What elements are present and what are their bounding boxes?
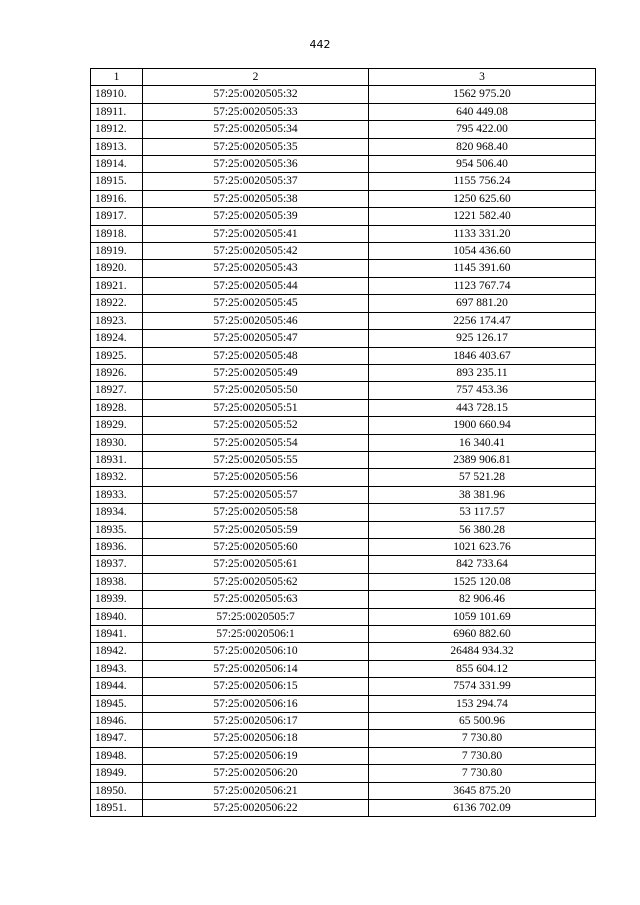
cadastral-value-cell: 1123 767.74 <box>369 277 596 294</box>
table-row <box>91 330 596 347</box>
cadastral-value-cell: 1145 391.60 <box>369 260 596 277</box>
row-number-cell: 18942. <box>91 643 143 660</box>
cadastral-number-cell: 57:25:0020505:43 <box>143 260 369 277</box>
cadastral-value-cell: 1155 756.24 <box>369 173 596 190</box>
row-number-cell: 18932. <box>91 469 143 486</box>
cadastral-value-cell: 56 380.28 <box>369 521 596 538</box>
table-row <box>91 138 596 155</box>
table-row <box>91 121 596 138</box>
row-number-cell: 18918. <box>91 225 143 242</box>
cadastral-value-cell: 443 728.15 <box>369 399 596 416</box>
row-number-cell: 18912. <box>91 121 143 138</box>
cadastral-value-cell: 57 521.28 <box>369 469 596 486</box>
table-row <box>91 538 596 555</box>
cadastral-number-cell: 57:25:0020505:33 <box>143 103 369 120</box>
cadastral-value-cell: 795 422.00 <box>369 121 596 138</box>
row-number-cell: 18913. <box>91 138 143 155</box>
table-row <box>91 208 596 225</box>
table-row <box>91 765 596 782</box>
table-row <box>91 417 596 434</box>
cadastral-value-cell: 925 126.17 <box>369 330 596 347</box>
table-row <box>91 608 596 625</box>
cadastral-number-cell: 57:25:0020505:35 <box>143 138 369 155</box>
cadastral-number-cell: 57:25:0020505:58 <box>143 504 369 521</box>
cadastral-number-cell: 57:25:0020505:59 <box>143 521 369 538</box>
page-number: 442 <box>309 38 331 51</box>
table-row <box>91 451 596 468</box>
cadastral-number-cell: 57:25:0020505:38 <box>143 190 369 207</box>
column-header-number: 1 <box>91 69 143 86</box>
table-row <box>91 626 596 643</box>
row-number-cell: 18931. <box>91 451 143 468</box>
cadastral-number-cell: 57:25:0020506:18 <box>143 730 369 747</box>
cadastral-value-cell: 855 604.12 <box>369 660 596 677</box>
cadastral-value-cell: 7 730.80 <box>369 730 596 747</box>
row-number-cell: 18916. <box>91 190 143 207</box>
cadastral-number-cell: 57:25:0020505:46 <box>143 312 369 329</box>
row-number-cell: 18940. <box>91 608 143 625</box>
cadastral-value-cell: 2256 174.47 <box>369 312 596 329</box>
row-number-cell: 18922. <box>91 295 143 312</box>
table-row <box>91 782 596 799</box>
row-number-cell: 18927. <box>91 382 143 399</box>
cadastral-number-cell: 57:25:0020506:1 <box>143 626 369 643</box>
cadastral-value-cell: 7 730.80 <box>369 747 596 764</box>
row-number-cell: 18925. <box>91 347 143 364</box>
cadastral-value-cell: 38 381.96 <box>369 486 596 503</box>
cadastral-value-cell: 697 881.20 <box>369 295 596 312</box>
cadastral-number-cell: 57:25:0020505:55 <box>143 451 369 468</box>
row-number-cell: 18945. <box>91 695 143 712</box>
table-body <box>91 86 596 817</box>
cadastral-number-cell: 57:25:0020505:48 <box>143 347 369 364</box>
table-row <box>91 730 596 747</box>
table-row <box>91 312 596 329</box>
table-row <box>91 556 596 573</box>
table-row <box>91 469 596 486</box>
cadastral-number-cell: 57:25:0020506:16 <box>143 695 369 712</box>
cadastral-number-cell: 57:25:0020505:44 <box>143 277 369 294</box>
row-number-cell: 18933. <box>91 486 143 503</box>
row-number-cell: 18947. <box>91 730 143 747</box>
cadastral-number-cell: 57:25:0020505:62 <box>143 573 369 590</box>
table-row <box>91 347 596 364</box>
cadastral-number-cell: 57:25:0020505:61 <box>143 556 369 573</box>
cadastral-number-cell: 57:25:0020505:32 <box>143 86 369 103</box>
row-number-cell: 18930. <box>91 434 143 451</box>
cadastral-value-cell: 65 500.96 <box>369 713 596 730</box>
cadastral-value-table <box>90 68 596 817</box>
row-number-cell: 18938. <box>91 573 143 590</box>
cadastral-value-cell: 954 506.40 <box>369 156 596 173</box>
cadastral-value-cell: 1059 101.69 <box>369 608 596 625</box>
table-row <box>91 243 596 260</box>
cadastral-number-cell: 57:25:0020505:7 <box>143 608 369 625</box>
cadastral-value-cell: 1021 623.76 <box>369 538 596 555</box>
cadastral-value-cell: 6136 702.09 <box>369 800 596 817</box>
cadastral-value-cell: 82 906.46 <box>369 591 596 608</box>
row-number-cell: 18910. <box>91 86 143 103</box>
cadastral-number-cell: 57:25:0020505:49 <box>143 364 369 381</box>
row-number-cell: 18920. <box>91 260 143 277</box>
table-row <box>91 295 596 312</box>
table-row <box>91 713 596 730</box>
row-number-cell: 18950. <box>91 782 143 799</box>
row-number-cell: 18934. <box>91 504 143 521</box>
cadastral-number-cell: 57:25:0020505:47 <box>143 330 369 347</box>
table-row <box>91 591 596 608</box>
cadastral-number-cell: 57:25:0020505:37 <box>143 173 369 190</box>
row-number-cell: 18926. <box>91 364 143 381</box>
table-row <box>91 504 596 521</box>
cadastral-value-cell: 7 730.80 <box>369 765 596 782</box>
column-header-value: 3 <box>369 69 596 86</box>
table-row <box>91 521 596 538</box>
cadastral-number-cell: 57:25:0020505:60 <box>143 538 369 555</box>
row-number-cell: 18939. <box>91 591 143 608</box>
table-row <box>91 486 596 503</box>
cadastral-value-cell: 53 117.57 <box>369 504 596 521</box>
cadastral-number-cell: 57:25:0020505:57 <box>143 486 369 503</box>
cadastral-value-cell: 6960 882.60 <box>369 626 596 643</box>
cadastral-value-cell: 2389 906.81 <box>369 451 596 468</box>
table-row <box>91 747 596 764</box>
table-row <box>91 660 596 677</box>
cadastral-number-cell: 57:25:0020505:63 <box>143 591 369 608</box>
cadastral-value-cell: 893 235.11 <box>369 364 596 381</box>
row-number-cell: 18923. <box>91 312 143 329</box>
row-number-cell: 18937. <box>91 556 143 573</box>
cadastral-number-cell: 57:25:0020506:20 <box>143 765 369 782</box>
table-row <box>91 86 596 103</box>
row-number-cell: 18919. <box>91 243 143 260</box>
row-number-cell: 18951. <box>91 800 143 817</box>
table-row <box>91 800 596 817</box>
cadastral-value-cell: 1250 625.60 <box>369 190 596 207</box>
cadastral-value-cell: 1054 436.60 <box>369 243 596 260</box>
cadastral-value-cell: 1846 403.67 <box>369 347 596 364</box>
cadastral-value-cell: 820 968.40 <box>369 138 596 155</box>
cadastral-number-cell: 57:25:0020505:50 <box>143 382 369 399</box>
cadastral-value-cell: 26484 934.32 <box>369 643 596 660</box>
cadastral-number-cell: 57:25:0020506:10 <box>143 643 369 660</box>
row-number-cell: 18924. <box>91 330 143 347</box>
cadastral-number-cell: 57:25:0020506:15 <box>143 678 369 695</box>
cadastral-number-cell: 57:25:0020505:45 <box>143 295 369 312</box>
cadastral-number-cell: 57:25:0020506:14 <box>143 660 369 677</box>
table-row <box>91 156 596 173</box>
table-row <box>91 103 596 120</box>
cadastral-value-cell: 1562 975.20 <box>369 86 596 103</box>
table-header-row <box>91 69 596 86</box>
cadastral-value-cell: 16 340.41 <box>369 434 596 451</box>
table-row <box>91 643 596 660</box>
row-number-cell: 18928. <box>91 399 143 416</box>
cadastral-value-cell: 1221 582.40 <box>369 208 596 225</box>
cadastral-number-cell: 57:25:0020505:54 <box>143 434 369 451</box>
cadastral-number-cell: 57:25:0020505:39 <box>143 208 369 225</box>
cadastral-value-cell: 3645 875.20 <box>369 782 596 799</box>
row-number-cell: 18915. <box>91 173 143 190</box>
cadastral-value-cell: 153 294.74 <box>369 695 596 712</box>
table-row <box>91 573 596 590</box>
cadastral-number-cell: 57:25:0020505:52 <box>143 417 369 434</box>
row-number-cell: 18917. <box>91 208 143 225</box>
row-number-cell: 18948. <box>91 747 143 764</box>
table-row <box>91 173 596 190</box>
row-number-cell: 18936. <box>91 538 143 555</box>
cadastral-value-cell: 7574 331.99 <box>369 678 596 695</box>
cadastral-number-cell: 57:25:0020505:51 <box>143 399 369 416</box>
table-row <box>91 225 596 242</box>
cadastral-value-cell: 1900 660.94 <box>369 417 596 434</box>
cadastral-value-cell: 1525 120.08 <box>369 573 596 590</box>
row-number-cell: 18946. <box>91 713 143 730</box>
row-number-cell: 18949. <box>91 765 143 782</box>
cadastral-number-cell: 57:25:0020505:34 <box>143 121 369 138</box>
cadastral-value-cell: 757 453.36 <box>369 382 596 399</box>
cadastral-value-cell: 640 449.08 <box>369 103 596 120</box>
cadastral-number-cell: 57:25:0020505:36 <box>143 156 369 173</box>
row-number-cell: 18914. <box>91 156 143 173</box>
row-number-cell: 18921. <box>91 277 143 294</box>
row-number-cell: 18941. <box>91 626 143 643</box>
table-row <box>91 678 596 695</box>
cadastral-number-cell: 57:25:0020506:21 <box>143 782 369 799</box>
cadastral-number-cell: 57:25:0020505:42 <box>143 243 369 260</box>
row-number-cell: 18944. <box>91 678 143 695</box>
table-row <box>91 434 596 451</box>
cadastral-value-cell: 1133 331.20 <box>369 225 596 242</box>
cadastral-number-cell: 57:25:0020505:56 <box>143 469 369 486</box>
column-header-cadastral-number: 2 <box>143 69 369 86</box>
cadastral-number-cell: 57:25:0020506:17 <box>143 713 369 730</box>
row-number-cell: 18929. <box>91 417 143 434</box>
table-row <box>91 190 596 207</box>
cadastral-number-cell: 57:25:0020506:22 <box>143 800 369 817</box>
cadastral-number-cell: 57:25:0020506:19 <box>143 747 369 764</box>
table-row <box>91 382 596 399</box>
row-number-cell: 18935. <box>91 521 143 538</box>
table-row <box>91 364 596 381</box>
table-row <box>91 399 596 416</box>
cadastral-number-cell: 57:25:0020505:41 <box>143 225 369 242</box>
row-number-cell: 18911. <box>91 103 143 120</box>
table-row <box>91 260 596 277</box>
row-number-cell: 18943. <box>91 660 143 677</box>
cadastral-value-cell: 842 733.64 <box>369 556 596 573</box>
table-row <box>91 277 596 294</box>
table-row <box>91 695 596 712</box>
